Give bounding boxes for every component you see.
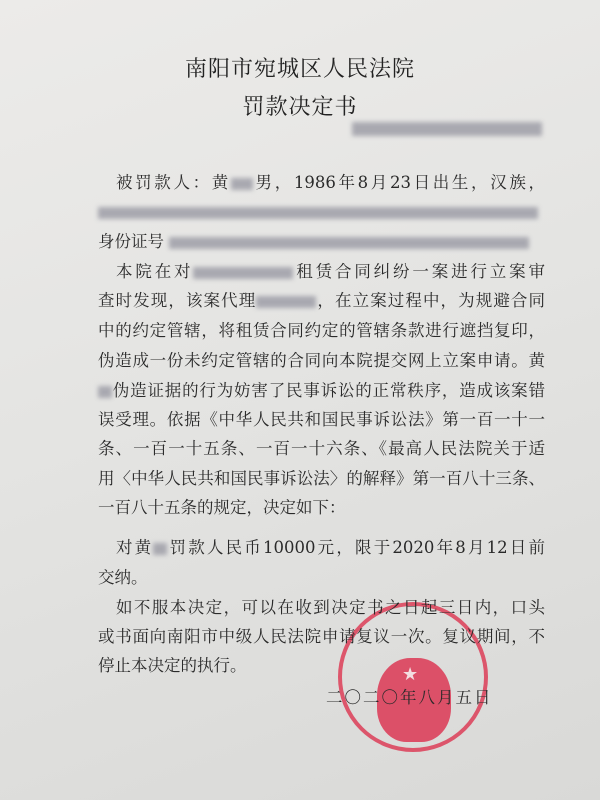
text-line: 中的约定管辖，将租赁合同约定的管辖条款进行遮挡复印， [98, 321, 545, 340]
text-line: 对黄 罚款人民币10000元，限于2020年8月12日前 [116, 538, 545, 557]
text-line: 身份证号 [98, 231, 545, 253]
text-line: 交纳。 [98, 568, 148, 587]
text-line: 用〈中华人民共和国民事诉讼法〉的解释》第一百八十三条、 [98, 469, 545, 488]
decision-date: 二〇二〇年八月五日 [326, 688, 493, 707]
case-number-redacted [352, 122, 542, 136]
star-icon: ★ [402, 664, 419, 685]
text-line: 误受理。依据《中华人民共和国民事诉讼法》第一百一十一 [98, 410, 545, 429]
text-line: 伪造成一份未约定管辖的合同向本院提交网上立案申请。黄 [98, 351, 545, 370]
court-name: 南阳市宛城区人民法院 [184, 57, 415, 82]
text-line: 停止本决定的执行。 [98, 656, 247, 675]
document-title: 罚款决定书 [242, 95, 358, 120]
text-line: 条、一百一十五条、一百一十六条、《最高人民法院关于适 [98, 439, 545, 458]
text-line: 被罚款人：黄 男，1986年8月23日出生，汉族， [116, 173, 545, 192]
text-line: 伪造证据的行为妨害了民事诉讼的正常秩序，造成该案错 [98, 380, 545, 402]
redacted-line [98, 201, 545, 223]
text-line: 如不服本决定，可以在收到决定书之日起三日内，口头 [116, 598, 545, 617]
text-line: 本院在对 租赁合同纠纷一案进行立案审 [116, 262, 546, 281]
text-line: 查时发现，该案代理 ，在立案过程中，为规避合同 [98, 291, 546, 310]
text-line: 一百八十五条的规定，决定如下： [98, 498, 346, 517]
text-line: 或书面向南阳市中级人民法院申请复议一次。复议期间，不 [98, 627, 545, 646]
court-seal [338, 602, 488, 752]
